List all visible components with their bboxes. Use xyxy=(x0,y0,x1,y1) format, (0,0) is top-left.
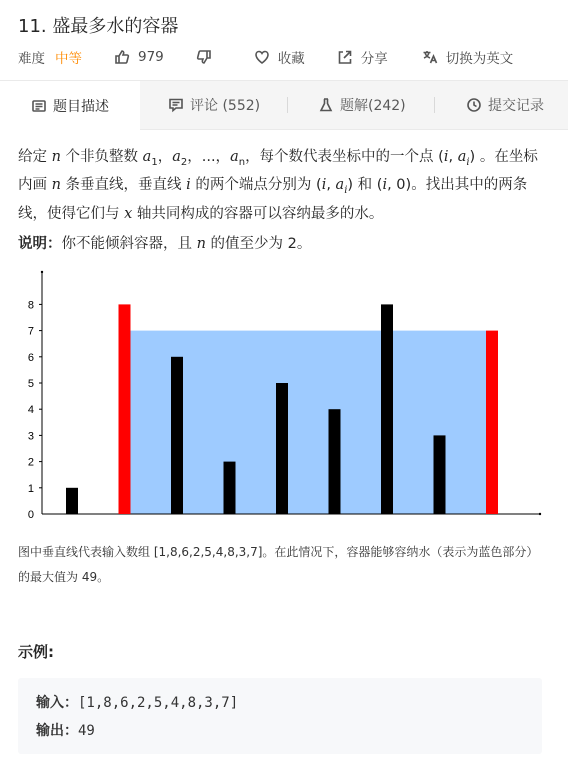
chart-caption: 图中垂直线代表输入数组 [1,8,6,2,5,4,8,3,7]。在此情况下，容器能够容纳水（表示为蓝色部分）的最大值为 49。 xyxy=(18,545,539,584)
share-button[interactable] xyxy=(337,47,388,67)
problem-note: 说明：你不能倾斜容器，且 n 的值至少为 2。 xyxy=(18,236,312,252)
height-bar xyxy=(381,304,393,514)
height-bar xyxy=(434,435,446,514)
lang-label: 切换为英文 xyxy=(445,51,514,67)
tab-submissions[interactable] xyxy=(466,81,544,129)
y-axis-tip xyxy=(41,271,43,273)
tab-divider xyxy=(287,97,288,113)
height-bar xyxy=(276,383,288,514)
document-icon xyxy=(31,98,47,114)
y-tick-label: 1 xyxy=(27,482,34,495)
example-input: 输入：[1,8,6,2,5,4,8,3,7] xyxy=(36,695,239,711)
share-label: 分享 xyxy=(360,51,388,67)
tab-label: 提交记录 xyxy=(488,98,544,114)
like-count: 979 xyxy=(138,49,164,65)
favorite-button[interactable] xyxy=(254,47,305,67)
heart-icon xyxy=(254,49,270,65)
x-axis-tip xyxy=(539,513,541,515)
tab-label: 题目描述 xyxy=(53,98,109,115)
difficulty-badge: 中等 xyxy=(55,51,82,67)
y-tick-label: 6 xyxy=(27,351,34,364)
flask-icon xyxy=(318,97,334,113)
y-tick-label: 8 xyxy=(27,299,34,312)
highlight-bar xyxy=(486,331,498,514)
problem-description: 给定 n 个非负整数 $a_1$，$a_2$，...，$a_n$，每个数代表坐标中的一个点 (i, $a_i$) 。在坐标内画 n 条垂直线，垂直线 i 的两个端点分别为 (i, $a_i$) 和 (i, 0)。找出其中的两条线，使得它们与 x 轴共同构成的容器可以容纳最多的水。 xyxy=(18,149,538,222)
switch-language-button[interactable] xyxy=(422,47,514,67)
height-bar xyxy=(224,462,236,514)
tab-divider xyxy=(434,97,435,113)
y-tick-label: 5 xyxy=(27,378,34,390)
example-output: 输出：49 xyxy=(36,723,95,739)
height-bar xyxy=(171,357,183,514)
favorite-label: 收藏 xyxy=(277,51,305,67)
y-tick-label: 2 xyxy=(27,456,34,469)
water-area xyxy=(131,331,487,514)
share-icon xyxy=(337,49,353,65)
tab-bar xyxy=(0,80,568,130)
dislike-button[interactable] xyxy=(196,49,212,65)
container-chart xyxy=(10,268,550,520)
tab-solutions[interactable] xyxy=(318,81,406,129)
tab-comments[interactable] xyxy=(168,81,260,129)
tab-label: 题解(242) xyxy=(340,98,406,114)
translate-icon xyxy=(422,49,438,65)
highlight-bar xyxy=(119,304,131,514)
y-tick-label: 3 xyxy=(27,430,34,443)
y-tick-label: 7 xyxy=(27,325,34,338)
difficulty-label: 难度 xyxy=(18,51,45,67)
height-bar xyxy=(66,488,78,514)
comment-icon xyxy=(168,97,184,113)
problem-title: 11. 盛最多水的容器 xyxy=(18,16,179,37)
y-tick-label: 4 xyxy=(27,404,34,417)
problem-meta-bar xyxy=(18,46,513,68)
example-title: 示例: xyxy=(18,643,54,661)
y-tick-label: 0 xyxy=(27,509,34,520)
thumbs-down-icon xyxy=(196,49,212,65)
example-block xyxy=(18,678,542,754)
height-bar xyxy=(329,409,341,514)
like-button[interactable] xyxy=(114,49,164,65)
note-label: 说明： xyxy=(18,236,62,252)
tab-label: 评论 (552) xyxy=(190,98,261,114)
clock-icon xyxy=(466,97,482,113)
tab-description[interactable] xyxy=(0,81,140,130)
thumbs-up-icon xyxy=(114,49,130,65)
